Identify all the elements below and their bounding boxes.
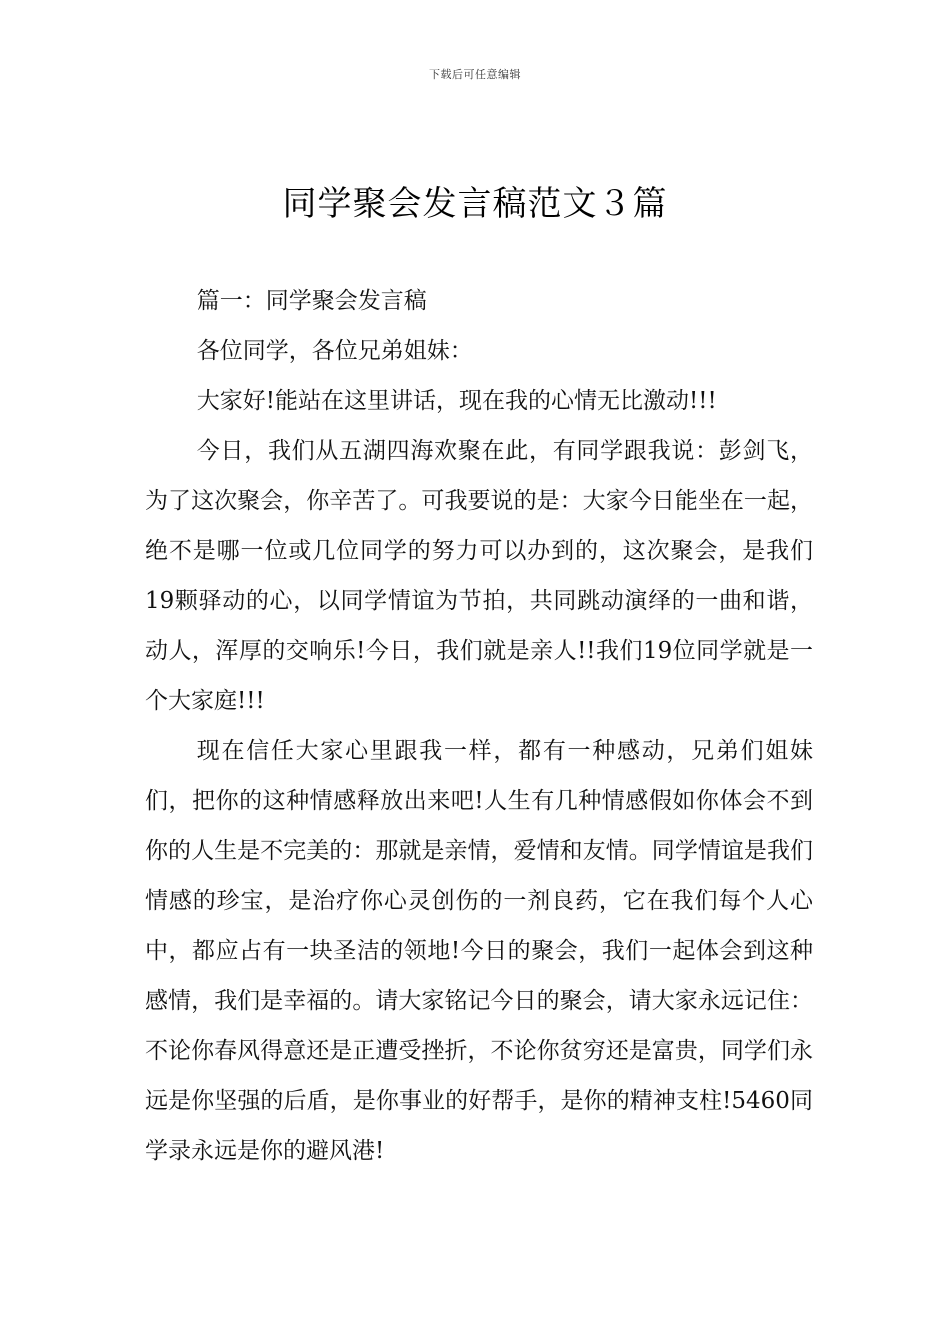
paragraph: 现在信任大家心里跟我一样，都有一种感动，兄弟们姐妹们，把你的这种情感释放出来吧!人生有几种情感假如你体会不到你的人生是不完美的：那就是亲情，爱情和友情。同学情谊是我们情感的珍宝，是治疗你心灵创伤的一剂良药，它在我们每个人心中，都应占有一块圣洁的领地!今日的聚会，我们一起体会到这种感情，我们是幸福的。请大家铭记今日的聚会，请大家永远记住：不论你春风得意还是正遭受挫折，不论你贫穷还是富贵，同学们永远是你坚强的后盾，是你事业的好帮手，是你的精神支柱!5460同学录永远是你的避风港! — [145, 738, 813, 1164]
document-title: 同学聚会发言稿范文３篇 — [282, 184, 668, 224]
salutation: 各位同学，各位兄弟姐妹： — [196, 338, 473, 364]
paragraph: 今日，我们从五湖四海欢聚在此，有同学跟我说：彭剑飞，为了这次聚会，你辛苦了。可我要说的是：大家今日能坐在一起，绝不是哪一位或几位同学的努力可以办到的，这次聚会，是我们19颗驿动的心，以同学情谊为节拍，共同跳动演绎的一曲和谐，动人，浑厚的交响乐!今日，我们就是亲人!!我们19位同学就是一个大家庭!!! — [145, 438, 813, 714]
section-heading: 篇一：同学聚会发言稿 — [196, 288, 427, 314]
header-note: 下载后可任意编辑 — [429, 68, 521, 81]
paragraph: 大家好!能站在这里讲话，现在我的心情无比激动!!! — [196, 388, 717, 414]
document-body — [145, 276, 813, 1176]
